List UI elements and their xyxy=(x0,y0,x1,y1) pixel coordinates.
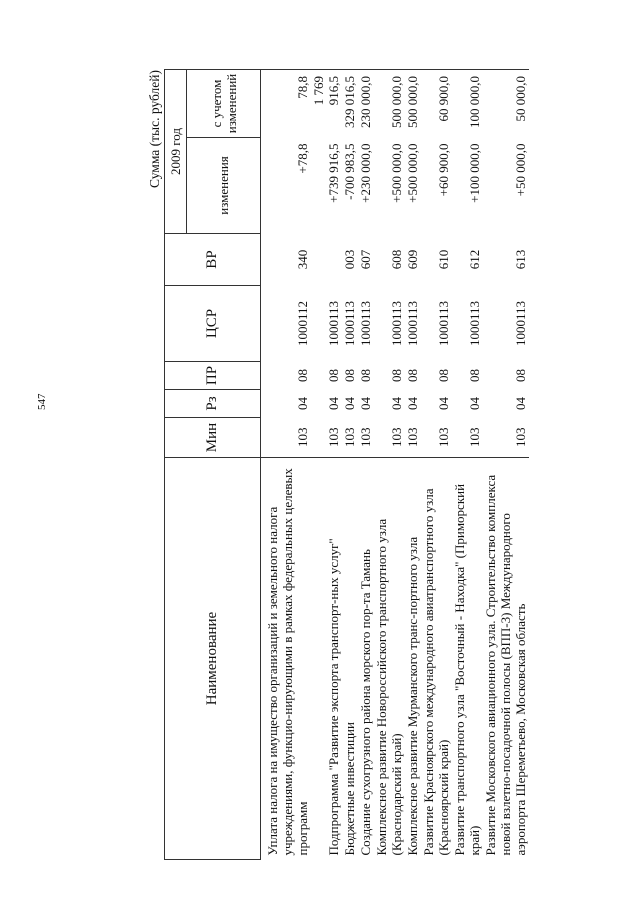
cell-total: 100 000,0 xyxy=(452,70,483,138)
cell-name: Создание сухогрузного района морского пор-та Тамань xyxy=(358,458,374,860)
table-row xyxy=(374,70,405,860)
cell-min: 103 xyxy=(358,427,373,447)
cell-name: Развитие Московского авиационного узла. Строительство комплекса новой взлетно-посадочной полосы (ВПП-3) Международного аэропорта Шереметьево, Московская область xyxy=(483,458,529,860)
cell-min: 103 xyxy=(326,427,341,447)
cell-change: +50 000,0 xyxy=(513,143,528,197)
cell-rz: 04 xyxy=(358,397,373,410)
table-row xyxy=(311,70,342,860)
header-min: Мин xyxy=(165,418,261,458)
cell-rz: 04 xyxy=(467,397,482,410)
cell-rz: 04 xyxy=(405,397,420,410)
cell-vr: 607 xyxy=(358,249,373,270)
cell-rz: 04 xyxy=(342,397,357,410)
cell-rz: 04 xyxy=(295,397,310,410)
cell-vr: 610 xyxy=(436,249,451,270)
cell-min: 103 xyxy=(389,427,404,447)
cell-vr: 003 xyxy=(342,249,357,270)
cell-min: 103 xyxy=(342,427,357,447)
cell-vr: 340 xyxy=(295,249,310,270)
cell-min: 103 xyxy=(405,427,420,447)
cell-csr: 1000113 xyxy=(326,300,341,347)
cell-csr: 1000113 xyxy=(342,300,357,347)
cell-pr: 08 xyxy=(342,369,357,382)
cell-vr: 608 xyxy=(389,249,404,270)
cell-rz: 04 xyxy=(513,397,528,410)
table-row xyxy=(358,70,374,860)
cell-pr: 08 xyxy=(513,369,528,382)
cell-name: Подпрограмма "Развитие экспорта транспорт-ных услуг" xyxy=(311,458,342,860)
cell-vr: 613 xyxy=(513,249,528,270)
cell-name: Комплексное развитие Новороссийского транспортного узла (Краснодарский край) xyxy=(374,458,405,860)
page-number: 547 xyxy=(36,393,48,410)
table-row xyxy=(421,70,452,860)
header-pr: ПР xyxy=(165,362,261,390)
cell-min: 103 xyxy=(436,427,451,447)
cell-name: Уплата налога на имущество организаций и земельного налога учреждениями, функцио-нирующими в рамках федеральных целевых программ xyxy=(261,458,312,860)
cell-vr xyxy=(311,234,342,286)
header-with-changes: с учетом изменений xyxy=(187,70,261,138)
cell-name: Развитие транспортного узла "Восточный - Находка" (Приморский край) xyxy=(452,458,483,860)
header-year: 2009 год xyxy=(165,70,187,234)
cell-total: 1 769 916,5 xyxy=(311,70,342,138)
cell-min: 103 xyxy=(467,427,482,447)
cell-total: 78,8 xyxy=(261,70,312,138)
cell-rz: 04 xyxy=(389,397,404,410)
table-row xyxy=(261,70,312,860)
cell-change: +78,8 xyxy=(295,143,310,174)
cell-vr: 609 xyxy=(405,249,420,270)
amount-unit-caption: Сумма (тыс. рублей) xyxy=(147,70,162,188)
cell-pr: 08 xyxy=(358,369,373,382)
header-rz: Рз xyxy=(165,390,261,418)
cell-csr: 1000113 xyxy=(513,300,528,347)
cell-csr: 1000113 xyxy=(467,300,482,347)
header-name: Наименование xyxy=(165,458,261,860)
header-csr: ЦСР xyxy=(165,286,261,362)
budget-table-body xyxy=(261,70,530,860)
header-vr: ВР xyxy=(165,234,261,286)
table-row xyxy=(483,70,529,860)
cell-change: +60 900,0 xyxy=(436,143,451,197)
cell-pr: 08 xyxy=(405,369,420,382)
cell-rz: 04 xyxy=(326,397,341,410)
cell-pr: 08 xyxy=(326,369,341,382)
cell-pr: 08 xyxy=(436,369,451,382)
cell-rz: 04 xyxy=(436,397,451,410)
table-row xyxy=(405,70,421,860)
cell-csr: 1000113 xyxy=(358,300,373,347)
rotated-landscape-page xyxy=(146,70,594,860)
cell-name: Бюджетные инвестиции xyxy=(342,458,358,860)
cell-change: +500 000,0 xyxy=(389,143,404,203)
table-row xyxy=(452,70,483,860)
cell-total: 230 000,0 xyxy=(358,70,374,138)
cell-min: 103 xyxy=(295,427,310,447)
header-changes: изменения xyxy=(187,138,261,234)
cell-csr: 1000112 xyxy=(295,300,310,347)
cell-change: +739 916,5 xyxy=(326,143,341,203)
cell-total: 50 000,0 xyxy=(483,70,529,138)
cell-total: 329 016,5 xyxy=(342,70,358,138)
budget-table xyxy=(164,69,529,860)
table-row xyxy=(342,70,358,860)
cell-csr: 1000113 xyxy=(389,300,404,347)
cell-change: +100 000,0 xyxy=(467,143,482,203)
cell-vr: 612 xyxy=(467,249,482,270)
cell-change: +500 000,0 xyxy=(405,143,420,203)
cell-pr: 08 xyxy=(295,369,310,382)
cell-total: 60 900,0 xyxy=(421,70,452,138)
cell-name: Развитие Красноярского международного авиатранспортного узла (Красноярский край) xyxy=(421,458,452,860)
cell-csr: 1000113 xyxy=(405,300,420,347)
cell-pr: 08 xyxy=(389,369,404,382)
cell-min: 103 xyxy=(513,427,528,447)
cell-pr: 08 xyxy=(467,369,482,382)
cell-change: +230 000,0 xyxy=(358,143,373,203)
cell-csr: 1000113 xyxy=(436,300,451,347)
cell-total: 500 000,0 xyxy=(374,70,405,138)
cell-total: 500 000,0 xyxy=(405,70,421,138)
cell-name: Комплексное развитие Мурманского транс-портного узла xyxy=(405,458,421,860)
cell-change: -700 983,5 xyxy=(342,143,357,200)
